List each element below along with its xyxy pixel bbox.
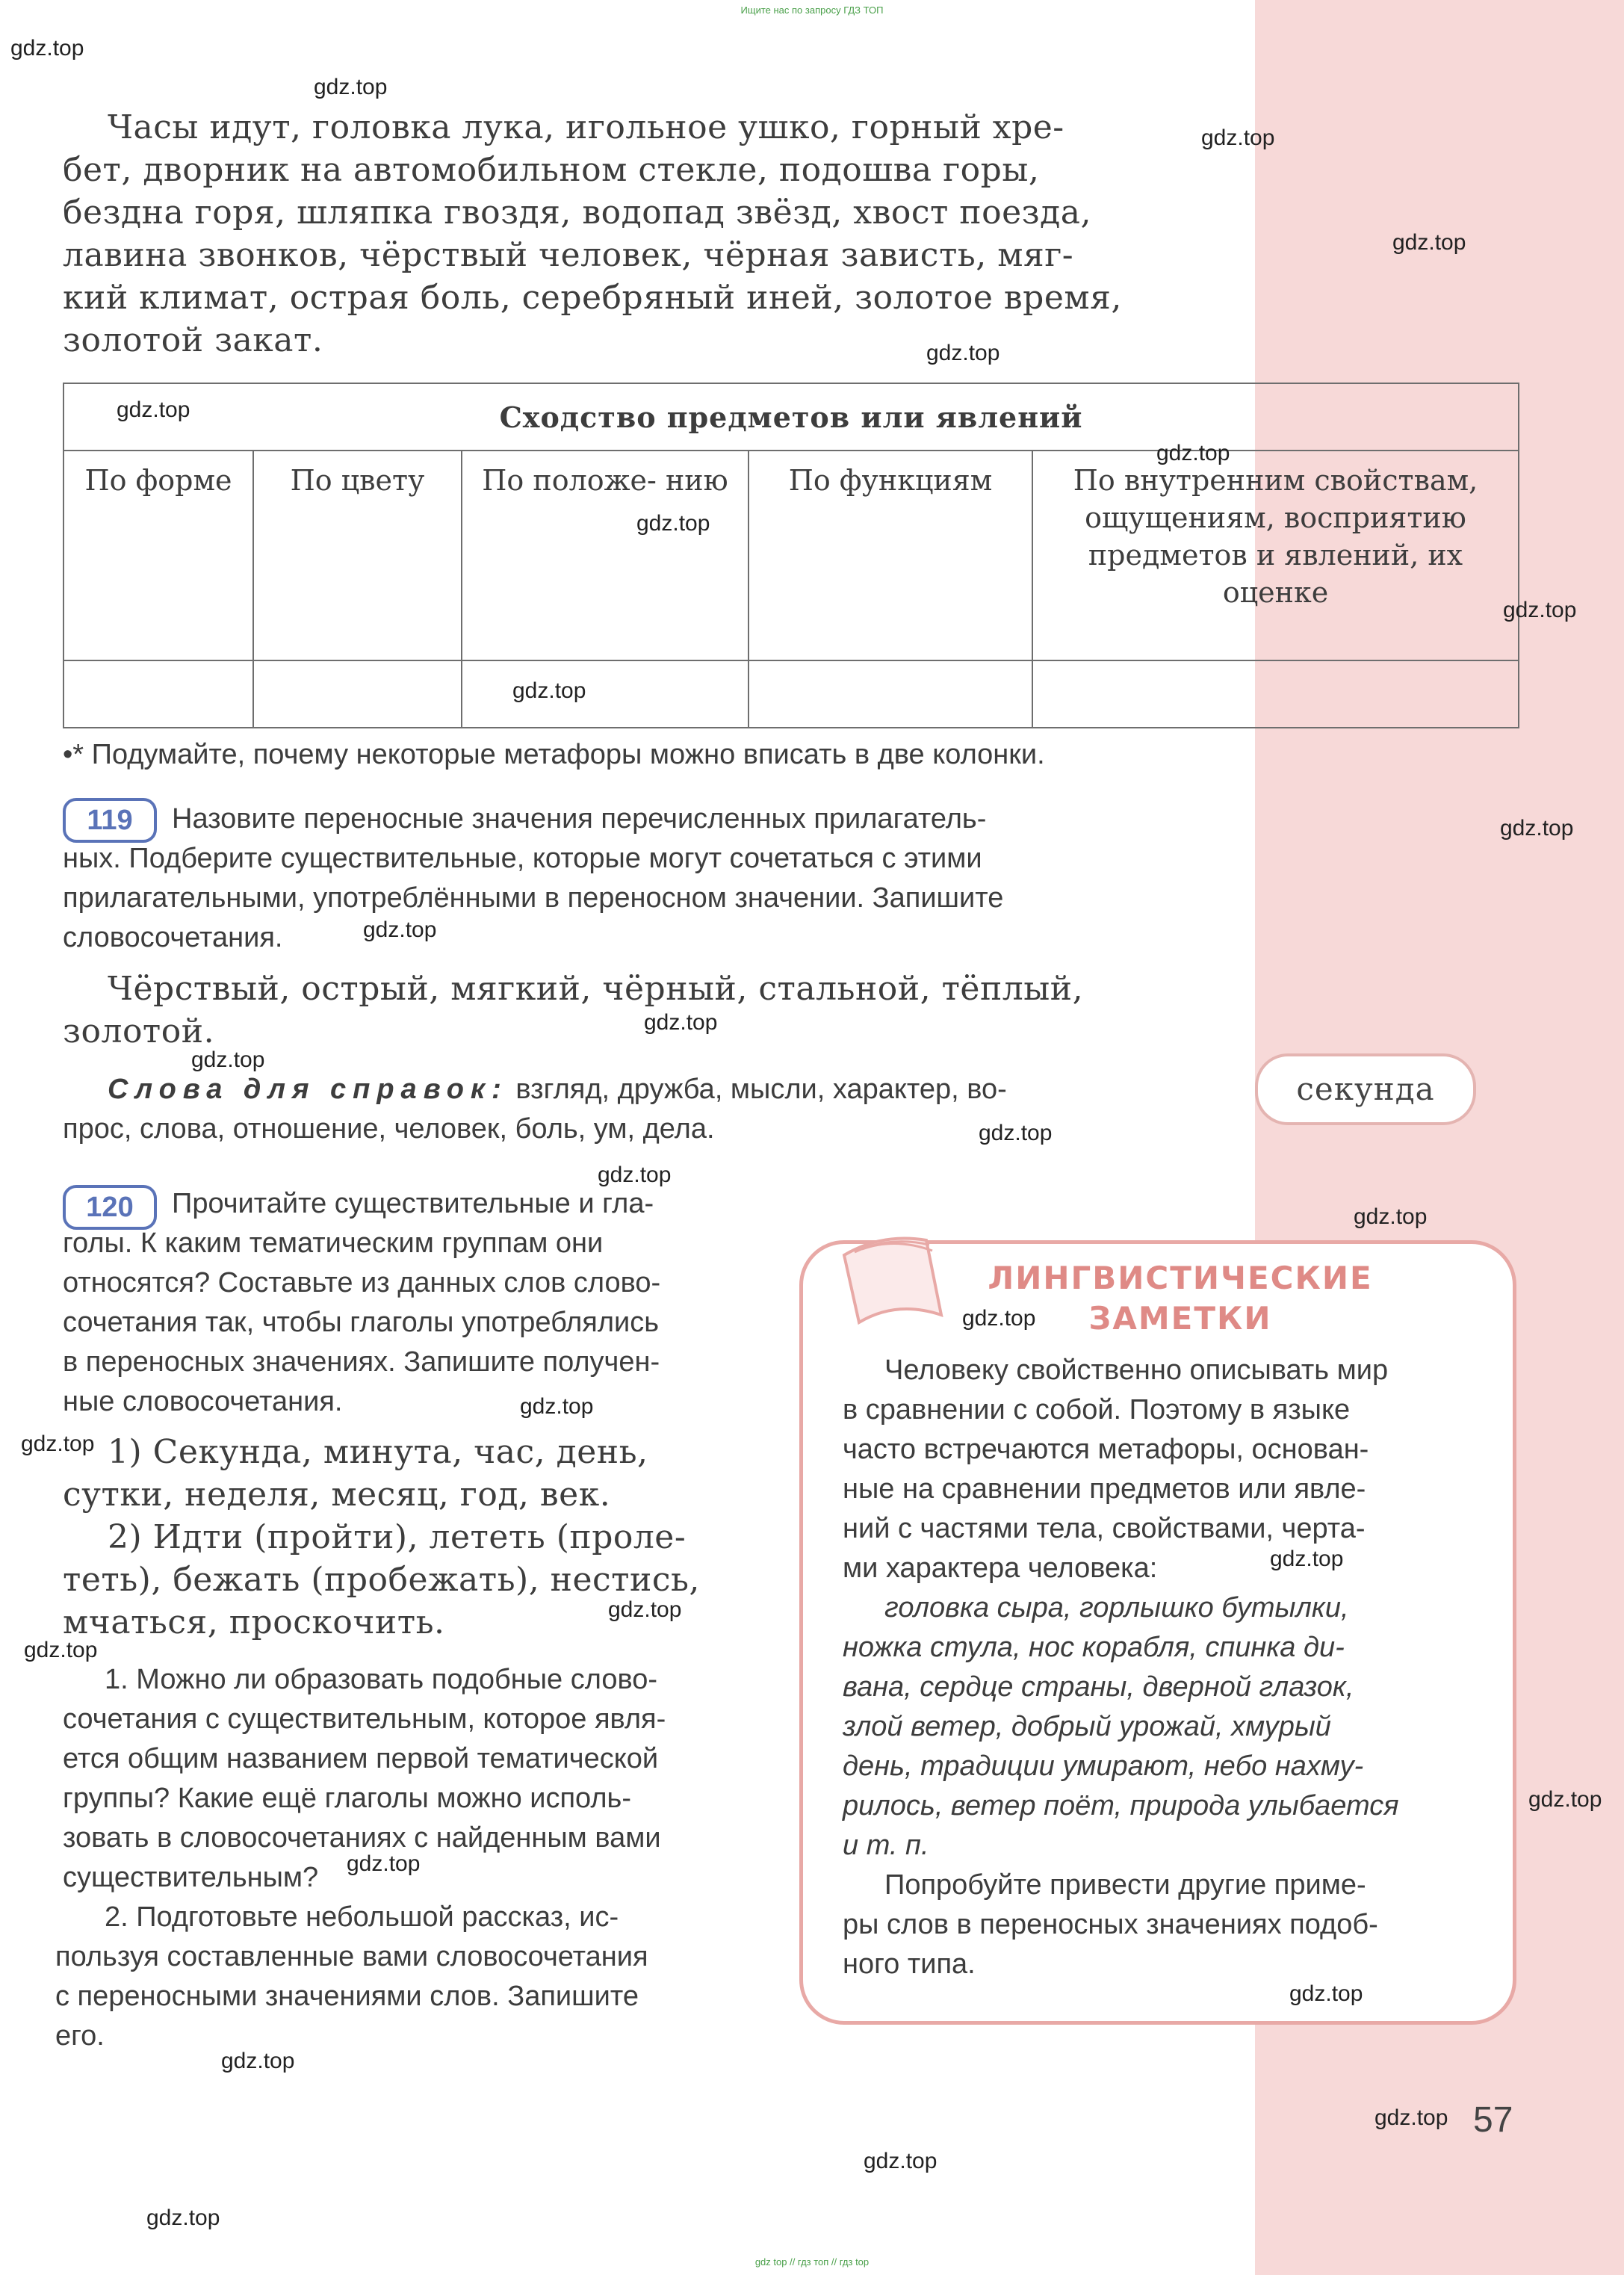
- table-title: Сходство предметов или явлений: [63, 383, 1519, 451]
- watermark: gdz.top: [1156, 441, 1230, 465]
- notes-line: в сравнении с собой. Поэтому в языке: [843, 1394, 1351, 1426]
- task-line: Прочитайте существительные и гла-: [172, 1188, 654, 1219]
- similarity-table: [63, 383, 1519, 728]
- intro-paragraph: [63, 106, 1228, 362]
- task-line: словосочетания.: [63, 922, 283, 953]
- notes-line: ми характера человека:: [843, 1553, 1158, 1584]
- watermark: gdz.top: [1270, 1547, 1344, 1571]
- watermark: gdz.top: [1392, 230, 1466, 255]
- watermark: gdz.top: [146, 2206, 220, 2230]
- notes-example-line: ножка стула, нос корабля, спинка ди-: [843, 1632, 1345, 1663]
- list-line: 2) Идти (пройти), лететь (проле-: [108, 1518, 687, 1556]
- notes-line: Человеку свойственно описывать мир: [884, 1355, 1389, 1386]
- reference-words: прос, слова, отношение, человек, боль, ум, дела.: [63, 1113, 715, 1145]
- exercise-119-task: [63, 799, 1228, 958]
- intro-line: кий климат, острая боль, серебряный иней, золотое время,: [63, 279, 1122, 317]
- reference-words: взгляд, дружба, мысли, характер, во-: [515, 1074, 1007, 1105]
- watermark: gdz.top: [117, 397, 190, 422]
- watermark: gdz.top: [1500, 816, 1574, 841]
- list-line: сутки, неделя, месяц, год, век.: [63, 1476, 611, 1514]
- notes-line: Попробуйте привести другие приме-: [884, 1869, 1366, 1901]
- watermark: gdz.top: [10, 36, 84, 61]
- notes-body: [843, 1351, 1485, 1984]
- watermark: gdz.top: [314, 75, 388, 99]
- question-line: группы? Какие ещё глаголы можно исполь-: [63, 1783, 631, 1814]
- table-col-color: По цвету: [253, 451, 462, 660]
- intro-line: Часы идут, головка лука, игольное ушко, горный хре-: [108, 108, 1064, 146]
- notes-example-line: вана, сердце страны, дверной глазок,: [843, 1671, 1354, 1703]
- table-col-form: По форме: [63, 451, 253, 660]
- task-line: относятся? Составьте из данных слов слово-: [63, 1267, 661, 1299]
- task-line: в переносных значениях. Запишите получен-: [63, 1346, 660, 1378]
- watermark: gdz.top: [191, 1047, 265, 1072]
- table-cell-empty: [63, 660, 253, 728]
- notes-example-line: и т. п.: [843, 1830, 929, 1861]
- task-line: ные словосочетания.: [63, 1386, 343, 1417]
- notes-line: ного типа.: [843, 1949, 976, 1980]
- watermark: gdz.top: [21, 1431, 95, 1456]
- exercise-120-task: [63, 1184, 757, 1422]
- watermark: gdz.top: [644, 1010, 718, 1035]
- task-line: сочетания так, чтобы глаголы употреблялись: [63, 1307, 660, 1338]
- question-line: с переносными значениями слов. Запишите: [55, 1981, 639, 2012]
- notes-example-line: рилось, ветер поёт, природа улыбается: [843, 1790, 1399, 1821]
- watermark: gdz.top: [347, 1851, 421, 1876]
- top-notice: Ищите нас по запросу ГДЗ ТОП: [740, 4, 884, 16]
- watermark: gdz.top: [608, 1597, 682, 1622]
- watermark: gdz.top: [1528, 1787, 1602, 1812]
- list-line: теть), бежать (пробежать), нестись,: [63, 1561, 700, 1599]
- question-line: ется общим названием первой тематической: [63, 1743, 659, 1774]
- watermark: gdz.top: [512, 678, 586, 703]
- table-cell-empty: [462, 660, 749, 728]
- exercise-119-reference: [63, 1070, 1228, 1149]
- intro-line: золотой закат.: [63, 321, 323, 359]
- table-cell-empty: [1032, 660, 1519, 728]
- bottom-notice: gdz top // гдз топ // гдз top: [754, 2256, 870, 2268]
- table-cell-empty: [749, 660, 1032, 728]
- words-line: золотой.: [63, 1012, 215, 1050]
- list-line: 1) Секунда, минута, час, день,: [108, 1433, 648, 1471]
- watermark: gdz.top: [864, 2149, 937, 2173]
- notes-example-line: злой ветер, добрый урожай, хмурый: [843, 1711, 1331, 1742]
- notes-example-line: день, традиции умирают, небо нахму-: [843, 1751, 1364, 1782]
- table-cell-empty: [253, 660, 462, 728]
- task-line: Назовите переносные значения перечисленных прилагатель-: [172, 803, 987, 835]
- watermark: gdz.top: [24, 1638, 98, 1662]
- question-line: 2. Подготовьте небольшой рассказ, ис-: [105, 1901, 619, 1933]
- watermark: gdz.top: [1289, 1981, 1363, 2006]
- notes-line: ры слов в переносных значениях подоб-: [843, 1909, 1378, 1940]
- page-number: 57: [1473, 2100, 1513, 2140]
- table-col-function: По функциям: [749, 451, 1032, 660]
- table-col-position: По положе- нию: [462, 451, 749, 660]
- exercise-119-number: 119: [63, 798, 157, 843]
- watermark: gdz.top: [1201, 126, 1275, 150]
- watermark: gdz.top: [1374, 2105, 1448, 2130]
- notes-line: ные на сравнении предметов или явле-: [843, 1473, 1366, 1505]
- table-note: •* Подумайте, почему некоторые метафоры можно вписать в две колонки.: [63, 739, 1045, 770]
- question-line: его.: [55, 2020, 105, 2052]
- watermark: gdz.top: [221, 2049, 295, 2073]
- watermark: gdz.top: [363, 917, 437, 942]
- task-line: прилагательными, употреблёнными в переносном значении. Запишите: [63, 882, 1004, 914]
- watermark: gdz.top: [962, 1306, 1036, 1331]
- list-line: мчаться, проскочить.: [63, 1603, 445, 1641]
- watermark: gdz.top: [1503, 598, 1577, 622]
- watermark: gdz.top: [1354, 1204, 1428, 1229]
- notes-title-line-2: ЗАМЕТКИ: [1088, 1300, 1272, 1337]
- question-line: пользуя составленные вами словосочетания: [55, 1941, 648, 1972]
- question-line: 1. Можно ли образовать подобные слово-: [105, 1664, 657, 1695]
- question-line: существительным?: [63, 1862, 319, 1893]
- question-line: зовать в словосочетаниях с найденным вами: [63, 1822, 661, 1854]
- notes-line: ний с частями тела, свойствами, черта-: [843, 1513, 1366, 1544]
- notes-example-line: головка сыра, горлышко бутылки,: [884, 1592, 1349, 1624]
- question-line: сочетания с существительным, которое явля-: [63, 1703, 666, 1735]
- watermark: gdz.top: [598, 1163, 672, 1187]
- watermark: gdz.top: [520, 1394, 594, 1419]
- task-line: голы. К каким тематическим группам они: [63, 1228, 604, 1259]
- watermark: gdz.top: [979, 1121, 1053, 1145]
- reference-label: Слова для справок:: [108, 1074, 508, 1105]
- notes-title-line-1: ЛИНГВИСТИЧЕСКИЕ: [988, 1260, 1373, 1296]
- watermark: gdz.top: [926, 341, 1000, 365]
- intro-line: бет, дворник на автомобильном стекле, подошва горы,: [63, 151, 1040, 189]
- notes-line: часто встречаются метафоры, основан-: [843, 1434, 1369, 1465]
- margin-word-box: секунда: [1255, 1053, 1476, 1125]
- words-line: Чёрствый, острый, мягкий, чёрный, стальной, тёплый,: [108, 970, 1084, 1008]
- exercise-120-number: 120: [63, 1185, 157, 1230]
- intro-line: бездна горя, шляпка гвоздя, водопад звёзд, хвост поезда,: [63, 194, 1091, 232]
- intro-line: лавина звонков, чёрствый человек, чёрная зависть, мяг-: [63, 236, 1074, 274]
- table-col-properties: По внутренним свойствам, ощущениям, восприятию предметов и явлений, их оценке: [1032, 451, 1519, 660]
- exercise-120-question-2: [55, 1898, 757, 2056]
- watermark: gdz.top: [636, 511, 710, 536]
- task-line: ных. Подберите существительные, которые могут сочетаться с этими: [63, 843, 982, 874]
